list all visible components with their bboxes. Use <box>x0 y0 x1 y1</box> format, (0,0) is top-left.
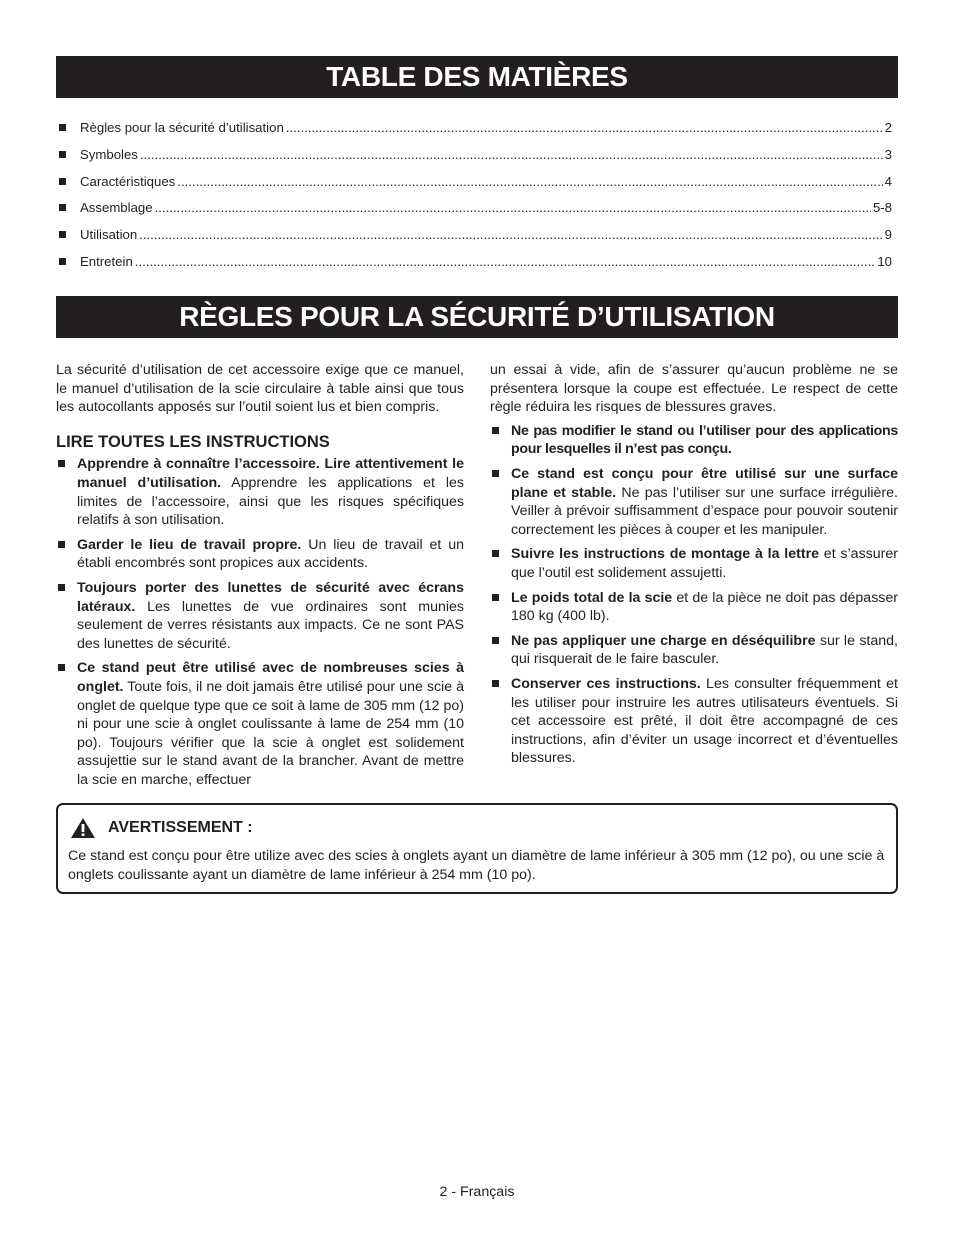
bullet-square-icon <box>58 664 65 671</box>
rule-item-text: Toute fois, il ne doit jamais être utilisé pour une scie à onglet de quelque type que ce soit à lame de 305 mm (12 po) ni pour une scie à onglet coulissante à lame de 254 mm (10 po). Toujours vérifier que la scie à onglet est solidement assujettie sur le stand avant de la brancher. Avant de mettre la scie en marche, effectuer <box>77 678 464 788</box>
toc-entry-page: 10 <box>877 253 892 269</box>
warning-title: AVERTISSEMENT : <box>108 819 253 836</box>
bullet-square-icon <box>492 470 499 477</box>
rules-list-right <box>490 422 898 768</box>
rule-item <box>56 659 464 789</box>
rule-item <box>490 422 898 459</box>
toc-entry[interactable] <box>56 120 892 147</box>
rules-heading: LIRE TOUTES LES INSTRUCTIONS <box>56 432 330 451</box>
toc-entry[interactable] <box>56 254 892 281</box>
rule-item <box>56 579 464 653</box>
bullet-square-icon <box>59 204 66 211</box>
bullet-square-icon <box>58 541 65 548</box>
rule-item-text: Les lunettes de vue ordinaires sont munies seulement de verres résistants aux impacts. Ce ne sont PAS des lunettes de sécurité. <box>77 598 464 652</box>
bullet-square-icon <box>59 124 66 131</box>
rule-item <box>490 545 898 582</box>
rule-item-bold: Le poids total de la scie <box>511 589 673 606</box>
toc-entry-page: 9 <box>884 227 892 243</box>
toc-entry-label: Entretein <box>80 253 133 269</box>
bullet-square-icon <box>59 231 66 238</box>
bullet-square-icon <box>492 550 499 557</box>
bullet-square-icon <box>59 151 66 158</box>
rule-item-text: Les consulter fréquemment et les utiliser pour instruire les autres utilisateurs éventuels. Si cet accessoire est prêté, il doit être accompagné de ces instructions, afin d’éviter un usage incorrect et d’éventuelles blessures. <box>511 675 898 767</box>
rule-item-text: et s’assurer que l’outil est solidement assujetti. <box>511 546 898 581</box>
rule-item-text: et de la pièce ne doit pas dépasser 180 kg (400 lb). <box>511 589 898 625</box>
rules-right-column <box>490 361 898 774</box>
rule-item <box>56 536 464 573</box>
bullet-square-icon <box>58 584 65 591</box>
rule-item-bold: Ne pas modifier le stand ou l’utiliser pour des applications pour lesquelles il n’est pas conçu. <box>511 422 898 458</box>
rule-item <box>490 465 898 539</box>
rule-item-bold: Toujours porter des lunettes de sécurité avec écrans latéraux. <box>77 579 464 615</box>
bullet-square-icon <box>59 258 66 265</box>
toc-entry-label: Règles pour la sécurité d’utilisation <box>80 120 284 135</box>
rule-item <box>490 675 898 768</box>
rule-item <box>490 632 898 669</box>
rules-intro: La sécurité d’utilisation de cet accessoire exige que ce manuel, le manuel d’utilisation de la scie circulaire à table ainsi que tous les autocollants apposés sur l’outil soient lus et bien compris. <box>56 362 464 416</box>
toc-entry-page: 2 <box>884 120 892 135</box>
toc-entry-page: 5-8 <box>872 200 892 216</box>
toc-entry[interactable] <box>56 227 892 254</box>
warning-triangle-icon <box>70 817 96 839</box>
toc-entry[interactable] <box>56 147 892 174</box>
rules-list-left <box>56 455 464 789</box>
rule-item-bold: Apprendre à connaître l’accessoire. Lire attentivement le manuel d’utilisation. <box>77 456 464 491</box>
rule-item <box>490 589 898 626</box>
page-footer: 2 - Français <box>439 1184 515 1200</box>
toc-entry-label: Assemblage <box>80 200 153 216</box>
rule-item-bold: Conserver ces instructions. <box>511 675 701 692</box>
toc-title: TABLE DES MATIÈRES <box>56 56 898 98</box>
rule-item-bold: Ce stand est conçu pour être utilisé sur une surface plane et stable. <box>511 465 898 501</box>
rule-item-text: Un lieu de travail et un établi encombrés sont propices aux accidents. <box>77 536 464 572</box>
bullet-square-icon <box>59 178 66 185</box>
rules-title: RÈGLES POUR LA SÉCURITÉ D’UTILISATION <box>56 296 898 338</box>
rule-item-bold: Garder le lieu de travail propre. <box>77 536 302 553</box>
rule-item-text: Apprendre les applications et les limites de l’accessoire, ainsi que les risques spécifiques relatifs à son utilisation. <box>77 474 464 529</box>
rule-item <box>56 455 464 529</box>
rule-item-text: sur le stand, qui risquerait de le faire basculer. <box>511 632 898 668</box>
rule-item-bold: Ce stand peut être utilisé avec de nombreuses scies à onglet. <box>77 660 464 695</box>
rule-item-bold: Ne pas appliquer une charge en déséquilibre <box>511 632 816 649</box>
warning-box <box>56 803 898 894</box>
toc-entry-label: Caractéristiques <box>80 173 176 189</box>
rule-continuation: un essai à vide, afin de s’assurer qu’aucun problème ne se présentera lorsque la coupe est effectuée. Le respect de cette règle réduira les risques de blessures graves. <box>490 362 898 416</box>
toc-entry[interactable] <box>56 174 892 201</box>
toc-entry-page: 3 <box>884 146 892 162</box>
bullet-square-icon <box>492 594 499 601</box>
toc-entry[interactable] <box>56 200 892 227</box>
rules-left-column <box>56 361 464 795</box>
toc-entry-page: 4 <box>884 173 892 189</box>
toc-entry-label: Symboles <box>80 146 138 162</box>
table-of-contents <box>56 120 892 281</box>
bullet-square-icon <box>58 460 65 467</box>
warning-text: Ce stand est conçu pour être utilize avec des scies à onglets ayant un diamètre de lame inférieur à 305 mm (12 po), ou une scie à onglets coulissante ayant un diamètre de lame inférieur à 254 mm (10 po). <box>68 848 885 883</box>
toc-entry-label: Utilisation <box>80 227 138 243</box>
bullet-square-icon <box>492 637 499 644</box>
rule-item-text: Ne pas l’utiliser sur une surface irrégulière. Veiller à prévoir suffisamment d’espace pour pouvoir soutenir correctement les pièces à couper et les manipuler. <box>511 484 898 538</box>
bullet-square-icon <box>492 427 499 434</box>
rule-item-bold: Suivre les instructions de montage à la lettre <box>511 546 819 563</box>
bullet-square-icon <box>492 680 499 687</box>
